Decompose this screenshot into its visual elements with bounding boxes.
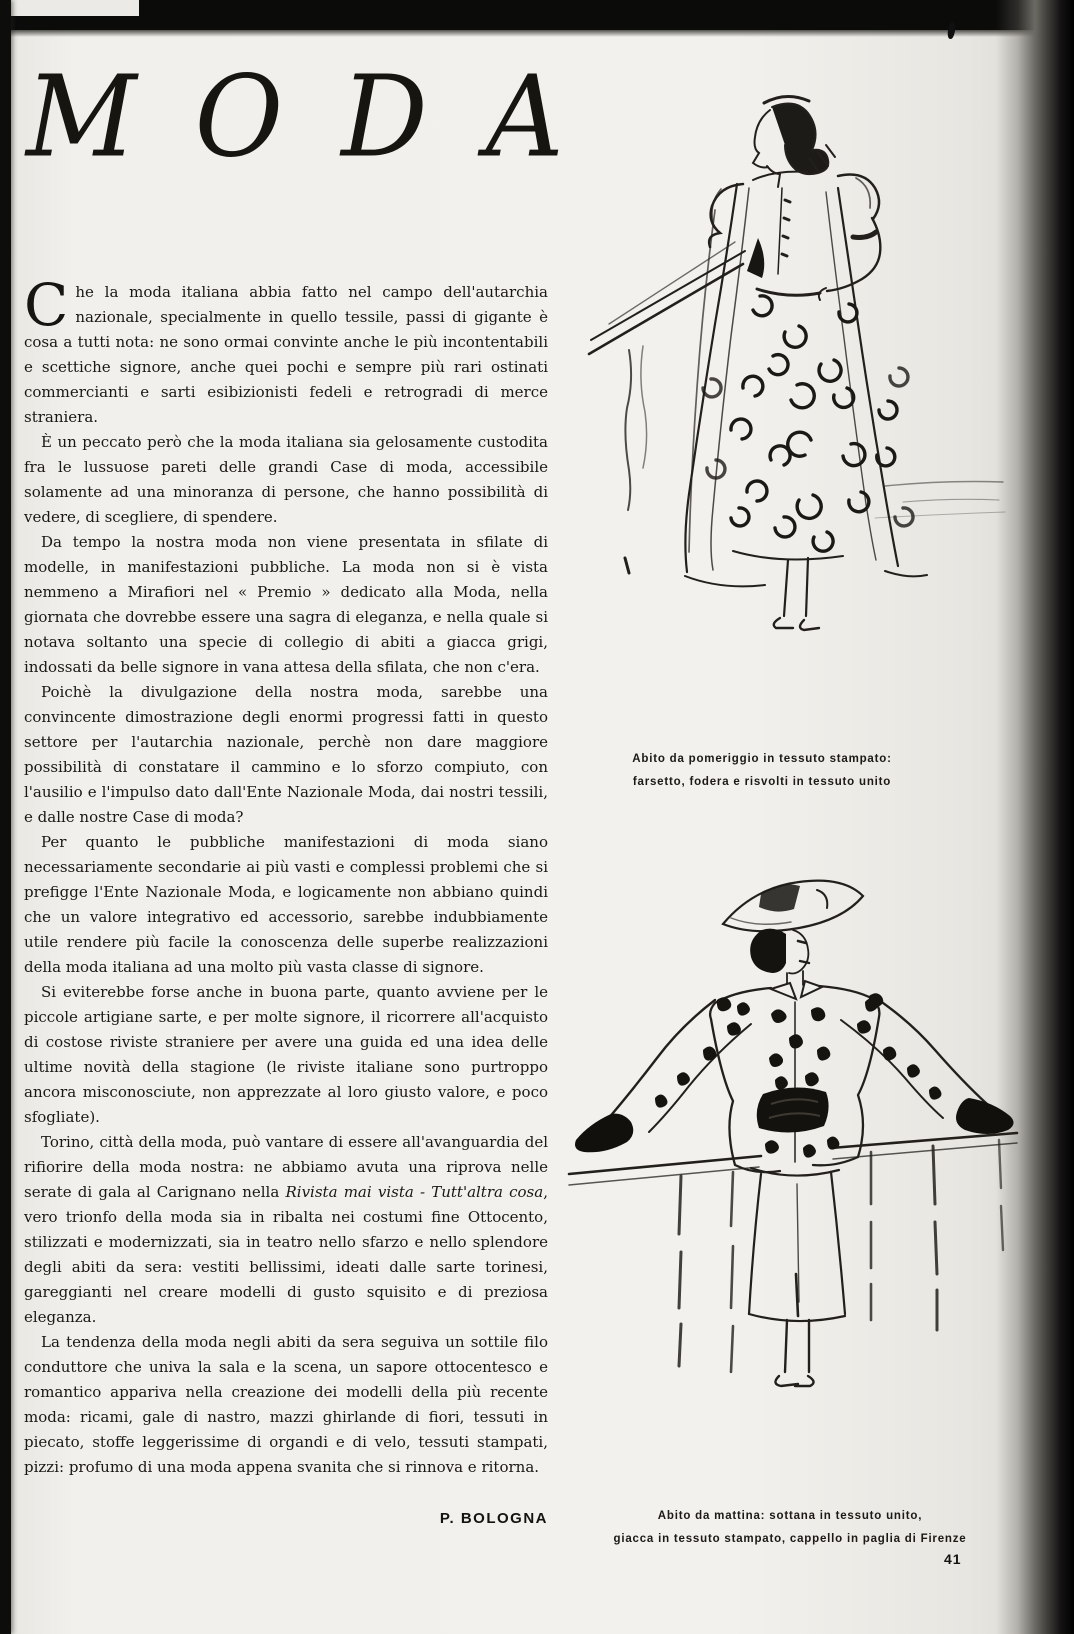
scan-top-notch <box>3 0 139 16</box>
caption-line: giacca in tessuto stampato, cappello in paglia di Firenze <box>613 1533 967 1545</box>
paragraph-2: È un peccato però che la moda italiana sia gelosamente custodita fra le lussuose pareti delle grandi Case di moda, accessibile solamente ad una minoranza di persone, che hanno possibilità di vedere, di scegliere, di spendere. <box>24 433 548 526</box>
paragraph-4: Poichè la divulgazione della nostra moda, sarebbe una convincente dimostrazione degli enormi progressi fatti in questo settore per l'autarchia nazionale, perchè non dare maggiore possibilità di constatare il cammino e lo sforzo compiuto, con l'ausilio e l'impulso dato dall'Ente Nazionale Moda, dai nostri tessili, e dalle nostre Case di moda? <box>24 683 548 826</box>
scan-left-edge <box>0 0 11 1634</box>
caption-line: Abito da mattina: sottana in tessuto unito, <box>657 1510 923 1522</box>
figure-morning-outfit <box>565 852 1020 1460</box>
figure-afternoon-dress <box>585 88 1010 700</box>
paragraph-5: Per quanto le pubbliche manifestazioni di moda siano necessariamente secondarie ai più vasti e complessi problemi che si prefigge l'Ente Nazionale Moda, e logicamente non abbiano quindi che un valore integrativo ed accessorio, sarebbe indubbiamente utile rendere più facile la conoscenza delle superbe realizzazioni della moda italiana ad una molto più vasta classe di signore. <box>24 833 548 976</box>
figure-caption-morning <box>565 1505 1015 1551</box>
caption-line: farsetto, fodera e risvolti in tessuto unito <box>632 776 892 788</box>
afternoon-dress-illustration <box>585 88 1010 700</box>
page-title: MODA <box>26 52 622 183</box>
paragraph-7-start: Torino, città della moda, può vantare di essere all'avanguardia del rifiorire della moda nostra: ne abbiamo avuta una riprova nelle serate di gala al Carignano nella <box>24 1133 548 1201</box>
paragraph-1: he la moda italiana abbia fatto nel campo dell'autarchia nazionale, specialmente in quello tessile, passi di gigante è cosa a tutti nota: ne sono ormai convinte anche le più incontentabili e scettiche signore, anche quei pochi e sempre più rari ostinati commercianti e sarti esibizionisti fedeli e retrogradi di merce straniera. <box>24 283 548 426</box>
paragraph-7-end: , vero trionfo della moda sia in ribalta nei costumi fine Ottocento, stilizzati e modernizzati, sia in teatro nello sfarzo e nello splendore degli abiti da sera: vestiti bellissimi, ideati dalle sarte torinesi, gareggianti nel creare modelli di gusto squisito e di preziosa eleganza. <box>24 1183 548 1326</box>
paragraph-8: La tendenza della moda negli abiti da sera seguiva un sottile filo conduttore che univa la sala e la scena, un sapore ottocentesco e romantico appariva nella creazione dei modelli della più recente moda: ricami, gale di nastro, mazzi ghirlande di fiori, tessuti in piecato, stoffe leggerissime di organdi e di velo, tessuti stampati, pizzi: profumo di una moda appena svanita che si rinnova e ritorna. <box>24 1333 548 1476</box>
paragraph-6: Si eviterebbe forse anche in buona parte, quanto avviene per le piccole artigiane sarte, e per molte signore, il ricorrere all'acquisto di costose riviste straniere per avere una guida ed una idea delle ultime novità della stagione (le riviste italiane sono purtroppo ancora misconosciute, non apprezzate al loro giusto valore, e poco sfogliate). <box>24 983 548 1126</box>
drop-cap: C <box>24 271 69 339</box>
page-number: 41 <box>944 1551 962 1567</box>
revue-title: Rivista mai vista - Tutt'altra cosa <box>285 1183 544 1201</box>
article-text <box>24 271 548 1531</box>
figure-caption-afternoon <box>592 748 932 794</box>
author-signature: P. BOLOGNA <box>439 1510 548 1527</box>
paragraph-7 <box>24 1130 548 1330</box>
caption-line: Abito da pomeriggio in tessuto stampato: <box>632 753 892 765</box>
paragraph-3: Da tempo la nostra moda non viene presentata in sfilate di modelle, in manifestazioni pubbliche. La moda non si è vista nemmeno a Mirafiori nel « Premio » dedicato alla Moda, nella giornata che dovrebbe essere una sagra di eleganza, e nella quale si notava soltanto una specie di collegio di abiti a giacca grigi, indossati da belle signore in vana attesa della sfilata, che non c'era. <box>24 533 548 676</box>
morning-outfit-illustration <box>565 852 1020 1460</box>
scan-top-edge <box>0 0 1074 30</box>
